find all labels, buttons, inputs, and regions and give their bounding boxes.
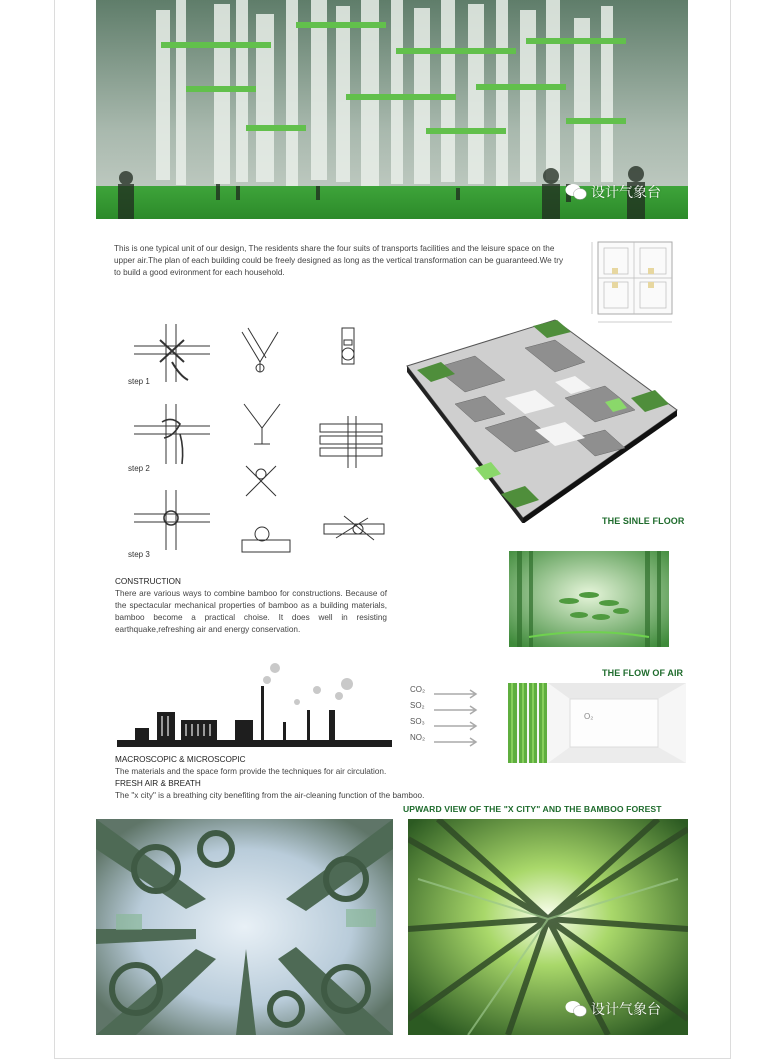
watermark-text: 设计气象台 xyxy=(591,1001,661,1017)
step-1-label: step 1 xyxy=(128,377,150,386)
construction-heading: CONSTRUCTION xyxy=(115,577,181,586)
construction-body: There are various ways to combine bamboo for constructions. Because of the spectacular mechanical properties of bamboo as a building materials, bamboo become a practical choise. It does well in resisting earthquake,refreshing air and energy conservation. xyxy=(115,589,387,634)
city-skyline-diagram xyxy=(117,660,392,748)
unit-plan-drawing xyxy=(584,238,680,326)
gas-so3: SO₃ xyxy=(410,717,425,726)
knot-step-3 xyxy=(134,490,210,550)
joint-y-1 xyxy=(242,328,278,372)
intro-text: This is one typical unit of our design, The residents share the four suits of transports facilities and the leisure space on the upper air.The plan of each building could be freely designed as long as the vertical transformation can be guaranteed.We try to build a good evironment for each household. xyxy=(114,244,564,277)
knot-step-2 xyxy=(134,404,210,464)
x-city-upward-render xyxy=(96,819,393,1035)
knot-step-1 xyxy=(134,324,210,382)
fresh-air-line: The "x city" is a breathing city benefiting from the air-cleaning function of the bamboo. xyxy=(115,791,425,800)
gas-no2: NO₂ xyxy=(410,733,426,742)
gas-co2: CO₂ xyxy=(410,685,426,694)
step-2-label: step 2 xyxy=(128,464,150,473)
joint-bundle xyxy=(320,416,382,468)
wechat-icon xyxy=(565,1000,587,1018)
joint-vertical xyxy=(342,328,354,364)
watermark-bottom xyxy=(565,999,661,1019)
bamboo-wall-room-render xyxy=(508,683,686,763)
bamboo-interior-render xyxy=(509,551,669,647)
joint-y-2 xyxy=(244,404,280,444)
macro-heading: MACROSCOPIC & MICROSCOPIC xyxy=(115,755,246,764)
fresh-air-heading: FRESH AIR & BREATH xyxy=(115,779,201,788)
watermark-text: 设计气象台 xyxy=(591,184,661,200)
watermark xyxy=(565,182,661,202)
wechat-icon xyxy=(565,183,587,201)
step-3-label: step 3 xyxy=(128,550,150,559)
upward-view-title: UPWARD VIEW OF THE "X CITY" AND THE BAMBOO FOREST xyxy=(403,804,662,814)
gas-so2: SO₂ xyxy=(410,701,425,710)
o2-label: O₂ xyxy=(584,712,594,721)
single-floor-title: THE SINLE FLOOR xyxy=(602,516,685,526)
joint-saddle xyxy=(242,527,290,552)
joint-x xyxy=(246,466,276,496)
macro-line: The materials and the space form provide the techniques for air circulation. xyxy=(115,767,387,776)
joint-diagrams xyxy=(124,318,394,568)
single-floor-isometric xyxy=(405,318,680,523)
flow-of-air-title: THE FLOW OF AIR xyxy=(602,668,684,678)
joint-cross-pipe xyxy=(324,516,384,540)
